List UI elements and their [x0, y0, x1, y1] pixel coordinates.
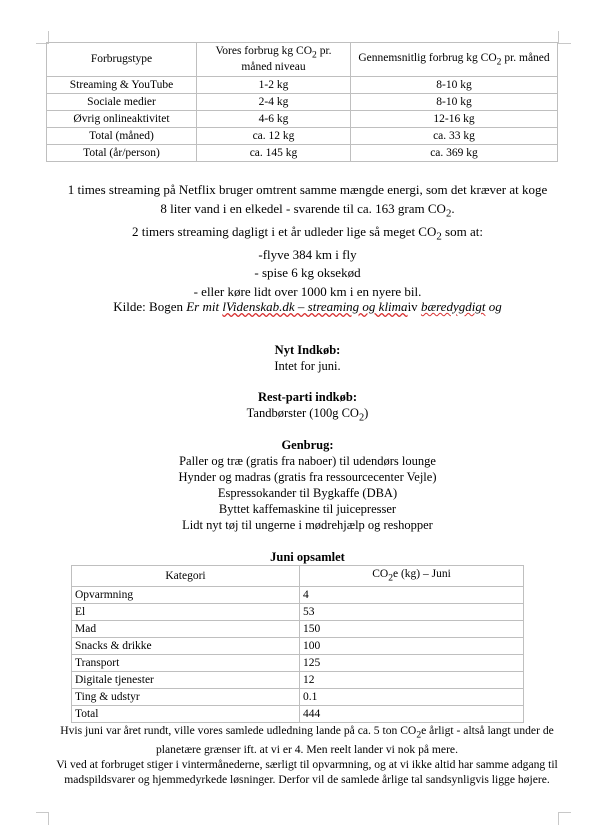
table-cell: 12 [300, 672, 524, 689]
conclusion-paragraph [48, 723, 566, 787]
section-nyt-indkob [20, 342, 595, 374]
table-cell: Total (måned) [47, 128, 197, 145]
text-block: Vi ved at forbruget stiger i vintermånederne, særligt til opvarmning, og at vi ikke altid har samme adgang til madspildsvarer og hjemmedyrkede løsninger. Derfor vil de samlede årlige tal sandsynligvis ligge højere. [56, 758, 558, 787]
table-cell: 12-16 kg [351, 111, 558, 128]
section-genbrug [20, 437, 595, 533]
table-cell: Digitale tjenester [72, 672, 300, 689]
crop-mark-bottom-right [558, 812, 571, 825]
table-row [47, 111, 558, 128]
table-header-row [72, 566, 524, 587]
text-line: -flyve 384 km i fly [258, 246, 357, 262]
table-row [47, 94, 558, 111]
table-cell: 8-10 kg [351, 77, 558, 94]
consumption-comparison-table [46, 42, 558, 162]
text-line: - spise 6 kg oksekød [254, 265, 361, 281]
table-header-row [47, 43, 558, 77]
section-text: Tandbørster (100g $CO_2$) [246, 406, 369, 424]
header-gennemsnitlig-forbrug: Gennemsnitlig forbrug kg $CO_2$ pr. måned [351, 43, 558, 77]
table-cell: 4-6 kg [197, 111, 351, 128]
table-cell: Total [72, 706, 300, 723]
section-heading: Rest-parti indkøb: [258, 390, 357, 404]
source-line: Kilde: Bogen Er mit lVidenskab.dk – streaming og klimaiv bæredygdigt og [113, 299, 502, 314]
text-line: 1 times streaming på Netflix bruger omtrent samme mængde energi, som det kræver at koge [67, 182, 548, 197]
table-cell: El [72, 604, 300, 621]
table-row [47, 145, 558, 162]
list-item: Paller og træ (gratis fra naboer) til udendørs lounge [179, 454, 436, 468]
table-cell: Streaming & YouTube [47, 77, 197, 94]
june-summary-table [71, 565, 524, 723]
table-cell: 100 [300, 638, 524, 655]
section-heading: Genbrug: [281, 438, 334, 452]
table-cell: ca. 12 kg [197, 128, 351, 145]
table-cell: 444 [300, 706, 524, 723]
text-line: - eller køre lidt over 1000 km i en nyere bil. [193, 283, 422, 299]
table-cell: Sociale medier [47, 94, 197, 111]
section-rest-parti [20, 389, 595, 427]
table-row [72, 706, 524, 723]
table-cell: 0.1 [300, 689, 524, 706]
table-cell: Total (år/person) [47, 145, 197, 162]
streaming-facts-paragraph [20, 181, 595, 301]
crop-mark-top-right [558, 31, 571, 44]
table-cell: 8-10 kg [351, 94, 558, 111]
table-cell: Øvrig onlineaktivitet [47, 111, 197, 128]
source-link[interactable]: lVidenskab.dk – streaming og klima [222, 299, 408, 314]
list-item: Espressokander til Bygkaffe (DBA) [217, 486, 398, 500]
table-cell: Snacks & drikke [72, 638, 300, 655]
table-cell: 53 [300, 604, 524, 621]
table-cell: Opvarmning [72, 587, 300, 604]
table-cell: 4 [300, 587, 524, 604]
list-item: Byttet kaffemaskine til juicepresser [218, 502, 397, 516]
table-cell: 125 [300, 655, 524, 672]
text-block: Hvis juni var året rundt, ville vores samlede udledning lande på ca. 5 ton $CO_2e$ årligt - altså langt under de planetære grænser ift. at vi er 4. Men reelt lander vi nok på mere. [60, 724, 554, 757]
header-forbrugstype: Forbrugstype [47, 43, 197, 77]
table-row [72, 604, 524, 621]
list-item: Lidt nyt tøj til ungerne i mødrehjælp og reshopper [182, 518, 433, 532]
table-cell: ca. 33 kg [351, 128, 558, 145]
table-cell: Mad [72, 621, 300, 638]
table-row [72, 689, 524, 706]
table-cell: 1-2 kg [197, 77, 351, 94]
june-summary-title: Juni opsamlet [270, 550, 345, 564]
header-co2e: $CO_2e$ (kg) – Juni [300, 566, 524, 587]
table-row [47, 128, 558, 145]
table-row [72, 621, 524, 638]
table-row [72, 587, 524, 604]
section-text: Intet for juni. [274, 359, 341, 373]
table-cell: ca. 145 kg [197, 145, 351, 162]
crop-mark-bottom-left [36, 812, 49, 825]
section-heading: Nyt Indkøb: [274, 343, 341, 357]
table-row [72, 655, 524, 672]
header-vores-forbrug: Vores forbrug kg $CO_2$ pr. måned niveau [197, 43, 351, 77]
text-line: 8 liter vand i en elkedel - svarende til ca. 163 gram $CO_2$. [160, 200, 455, 220]
header-kategori: Kategori [72, 566, 300, 587]
table-cell: Transport [72, 655, 300, 672]
table-cell: 150 [300, 621, 524, 638]
list-item: Hynder og madras (gratis fra ressourcecenter Vejle) [178, 470, 437, 484]
table-row [72, 638, 524, 655]
text-line: 2 timers streaming dagligt i et år udleder lige så meget $CO_2$ som at: [132, 223, 483, 243]
table-cell: Ting & udstyr [72, 689, 300, 706]
table-row [47, 77, 558, 94]
table-row [72, 672, 524, 689]
table-cell: ca. 369 kg [351, 145, 558, 162]
table-cell: 2-4 kg [197, 94, 351, 111]
